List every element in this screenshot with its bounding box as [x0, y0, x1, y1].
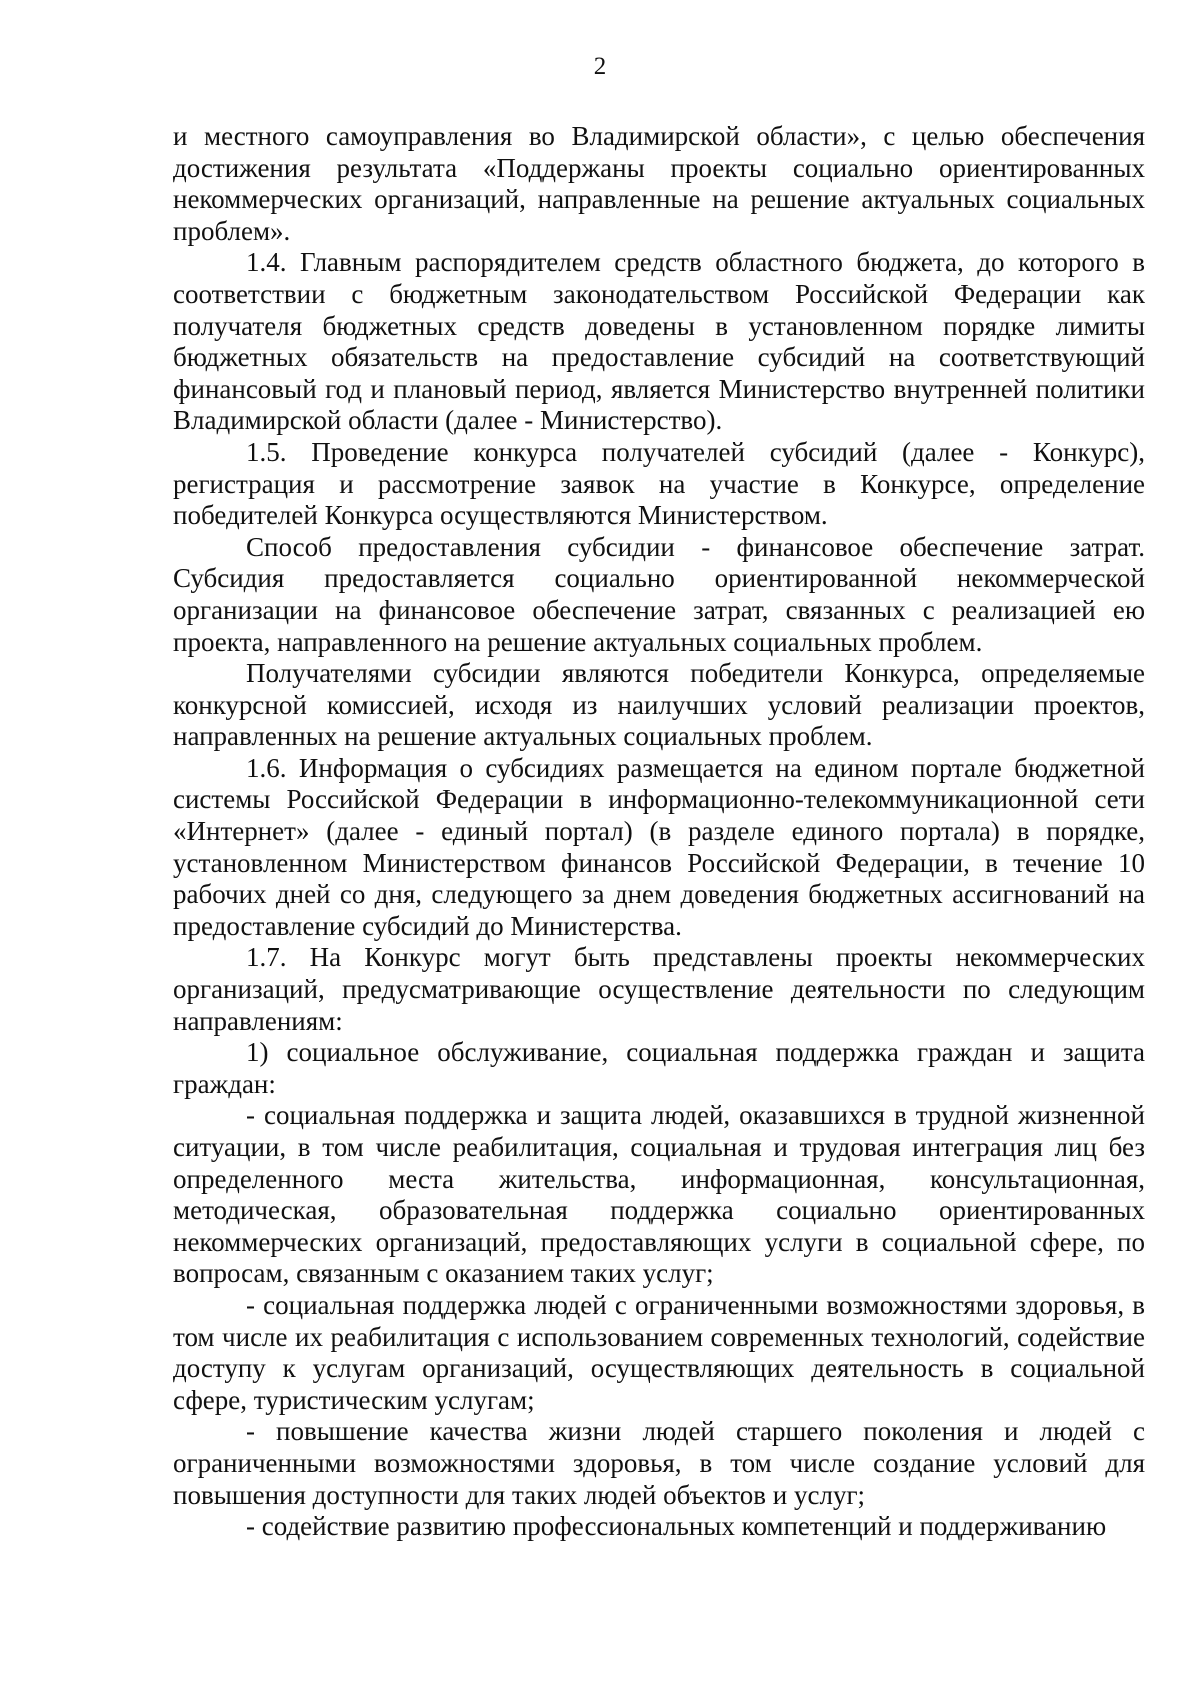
paragraph-continuation: и местного самоуправления во Владимирской области», с целью обеспечения достижения результата «Поддержаны проекты социально ориентированных некоммерческих организаций, направленные на решение актуальных социальных проблем».: [173, 121, 1145, 246]
list-item-1: 1) социальное обслуживание, социальная поддержка граждан и защита граждан:: [173, 1037, 1145, 1099]
paragraph-1-5: 1.5. Проведение конкурса получателей субсидий (далее - Конкурс), регистрация и рассмотрение заявок на участие в Конкурсе, определение победителей Конкурса осуществляются Министерством.: [173, 436, 1145, 531]
list-subitem-kachestvo-zhizni: - повышение качества жизни людей старшего поколения и людей с ограниченными возможностями здоровья, в том числе создание условий для повышения доступности для таких людей объектов и услуг;: [173, 1416, 1145, 1510]
paragraph-1-4: 1.4. Главным распорядителем средств областного бюджета, до которого в соответствии с бюджетным законодательством Российской Федерации как получателя бюджетных средств доведены в установленном порядке лимиты бюджетных обязательств на предоставление субсидий на соответствующий финансовый год и плановый период, является Министерство внутренней политики Владимирской области (далее - Министерство).: [173, 247, 1145, 436]
paragraph-subsidy-method: Способ предоставления субсидии - финансовое обеспечение затрат. Субсидия предоставляется социально ориентированной некоммерческой организации на финансовое обеспечение затрат, связанных с реализацией ею проекта, направленного на решение актуальных социальных проблем.: [173, 531, 1145, 657]
list-subitem-kompetencii: - содействие развитию профессиональных компетенций и поддерживанию: [246, 1511, 1107, 1542]
paragraph-subsidy-recipients: Получателями субсидии являются победители Конкурса, определяемые конкурсной комиссией, исходя из наилучших условий реализации проектов, направленных на решение актуальных социальных проблем.: [173, 658, 1145, 752]
list-subitem-trudnaya-situaciya: - социальная поддержка и защита людей, оказавшихся в трудной жизненной ситуации, в том числе реабилитация, социальная и трудовая интеграция лиц без определенного места жительства, информационная, консультационная, методическая, образовательная поддержка социально ориентированных некоммерческих организаций, предоставляющих услуги в социальной сфере, по вопросам, связанным с оказанием таких услуг;: [173, 1100, 1145, 1289]
list-subitem-ogranichennye-vozmozhnosti: - социальная поддержка людей с ограниченными возможностями здоровья, в том числе их реабилитация с использованием современных технологий, содействие доступу к услугам организаций, осуществляющих деятельность в социальной сфере, туристическим услугам;: [173, 1289, 1145, 1415]
document-body: [173, 121, 1145, 1543]
paragraph-1-6: 1.6. Информация о субсидиях размещается на едином портале бюджетной системы Российской Федерации в информационно-телекоммуникационной сети «Интернет» (далее - единый портал) (в разделе единого портала) в порядке, установленном Министерством финансов Российской Федерации, в течение 10 рабочих дней со дня, следующего за днем доведения бюджетных ассигнований на предоставление субсидий до Министерства.: [173, 752, 1145, 941]
paragraph-1-7: 1.7. На Конкурс могут быть представлены проекты некоммерческих организаций, предусматривающие осуществление деятельности по следующим направлениям:: [173, 942, 1145, 1036]
page-number: 2: [593, 53, 607, 80]
